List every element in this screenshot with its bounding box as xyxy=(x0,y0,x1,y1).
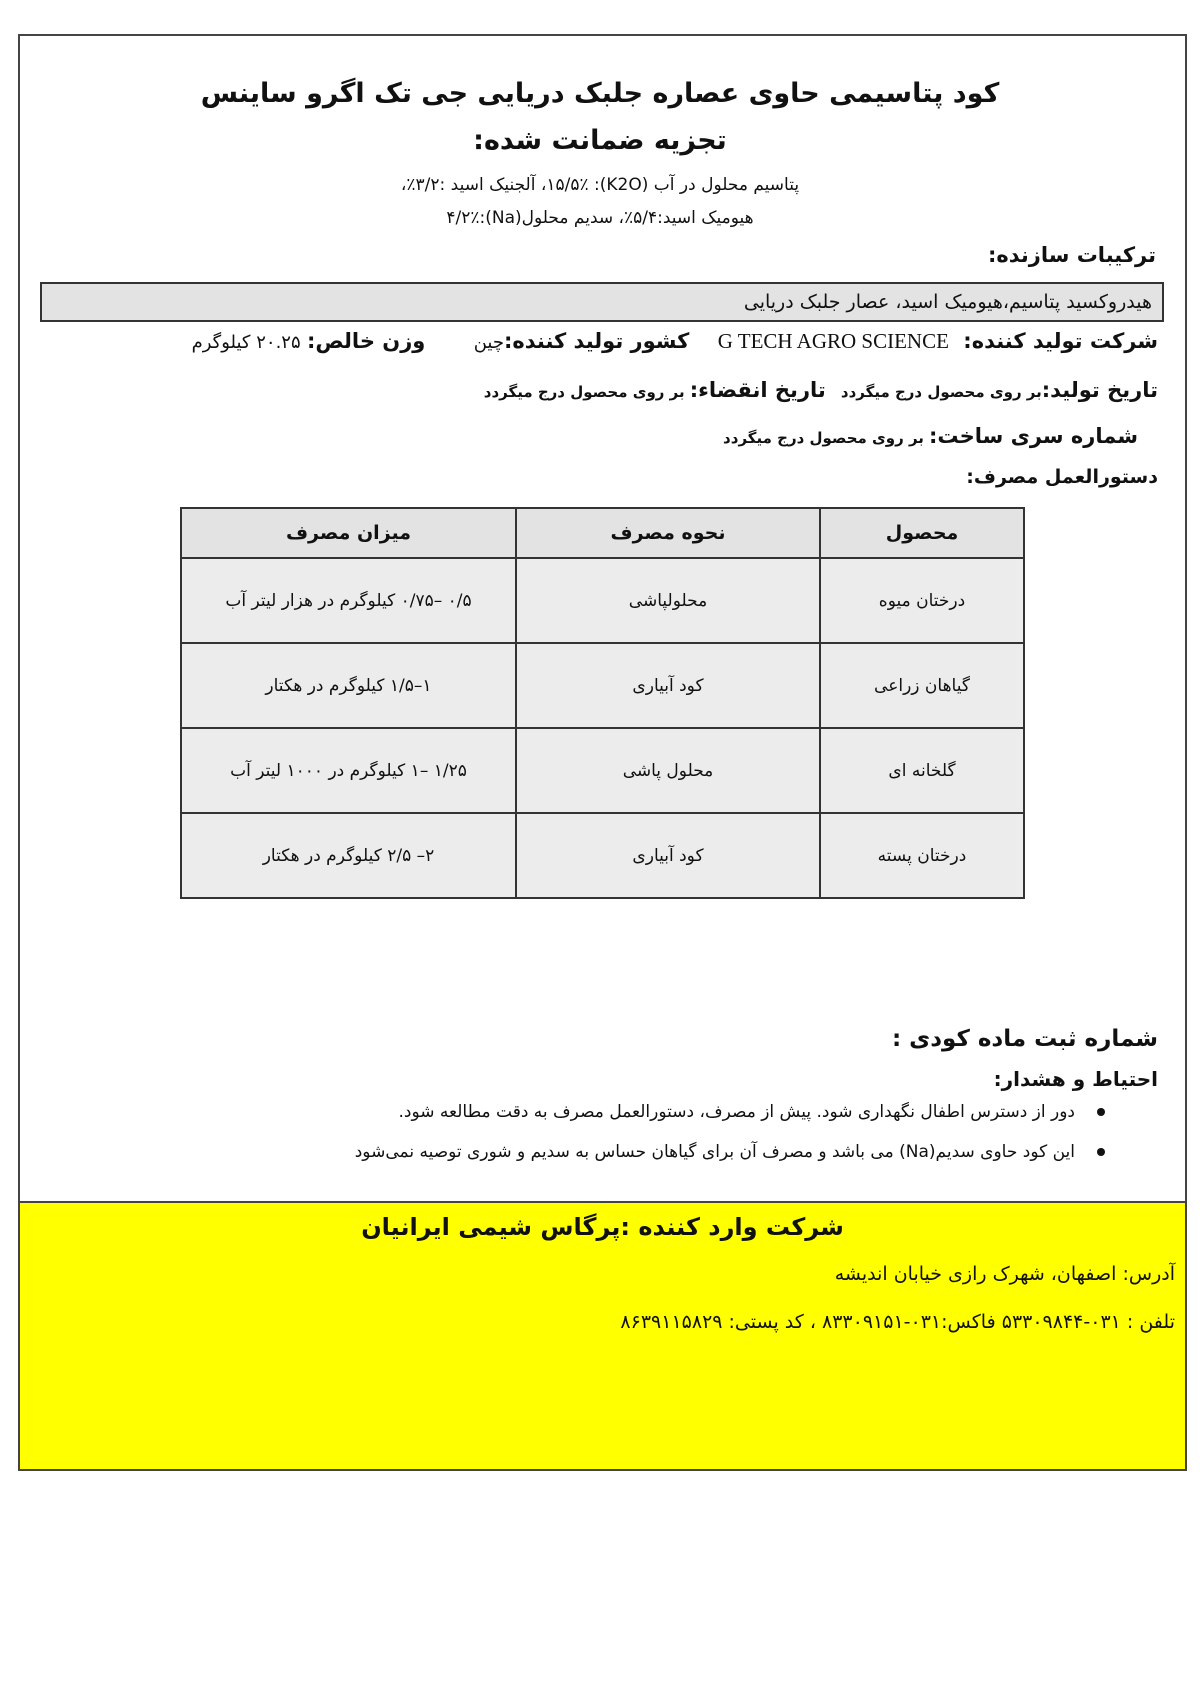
table-cell-dosage: ۲– ۲/۵ کیلوگرم در هکتار xyxy=(181,813,516,898)
table-cell-dosage: ۰/۵ –۰/۷۵ کیلوگرم در هزار لیتر آب xyxy=(181,558,516,643)
batch-number-value: بر روی محصول درج میگردد xyxy=(723,429,924,447)
net-weight-value: ۲۰.۲۵ کیلوگرم xyxy=(191,332,301,353)
dates-row xyxy=(484,378,1158,402)
manufacturer-value: G TECH AGRO SCIENCE xyxy=(717,329,949,353)
usage-instructions-label: دستورالعمل مصرف: xyxy=(966,466,1158,488)
importer-address: آدرس: اصفهان، شهرک رازی خیابان اندیشه xyxy=(834,1263,1175,1285)
warning-item xyxy=(398,1102,1105,1122)
production-date-label: تاریخ تولید: xyxy=(1041,378,1158,402)
manufacturer-label: شرکت تولید کننده: xyxy=(963,329,1158,353)
table-row xyxy=(181,643,1024,728)
analysis-line-1: پتاسیم محلول در آب (K2O): ۱۵/۵٪، آلجنیک اسید :۳/۲٪، xyxy=(400,175,800,195)
column-header-product: محصول xyxy=(820,508,1024,558)
bullet-icon xyxy=(1097,1148,1105,1156)
table-cell-dosage: ۱–۱/۵ کیلوگرم در هکتار xyxy=(181,643,516,728)
warning-text: دور از دسترس اطفال نگهداری شود. پیش از مصرف، دستورالعمل مصرف به دقت مطالعه شود. xyxy=(398,1102,1075,1122)
table-cell-method: محلول پاشی xyxy=(516,728,820,813)
product-title: کود پتاسیمی حاوی عصاره جلبک دریایی جی تک اگرو ساینس xyxy=(200,78,1000,109)
country-value: چین xyxy=(473,332,504,353)
registration-number-label: شماره ثبت ماده کودی : xyxy=(891,1026,1158,1052)
table-cell-method: کود آبیاری xyxy=(516,813,820,898)
table-cell-dosage: ۱/۲۵ –۱ کیلوگرم در ۱۰۰۰ لیتر آب xyxy=(181,728,516,813)
batch-number-label: شماره سری ساخت: xyxy=(929,424,1138,448)
usage-table xyxy=(180,507,1025,899)
expiry-date-label: تاریخ انقضاء: xyxy=(689,378,826,402)
table-row xyxy=(181,558,1024,643)
bullet-icon xyxy=(1097,1108,1105,1116)
analysis-line-2: هیومیک اسید:۵/۴٪، سدیم محلول(Na):۴/۲٪ xyxy=(446,208,754,228)
country-label: کشور تولید کننده: xyxy=(503,329,690,353)
warnings-label: احتیاط و هشدار: xyxy=(993,1067,1158,1091)
table-cell-method: محلولپاشی xyxy=(516,558,820,643)
column-header-dosage: میزان مصرف xyxy=(181,508,516,558)
table-cell-method: کود آبیاری xyxy=(516,643,820,728)
table-row xyxy=(181,813,1024,898)
expiry-date-value: بر روی محصول درج میگردد xyxy=(483,383,685,401)
manufacturer-row xyxy=(192,329,1158,354)
ingredients-value: هیدروکسید پتاسیم،هیومیک اسید، عصار جلبک دریایی xyxy=(743,291,1152,313)
importer-section xyxy=(18,1201,1187,1471)
warning-text: این کود حاوی سدیم(Na) می باشد و مصرف آن برای گیاهان حساس به سدیم و شوری توصیه نمی‌شود xyxy=(354,1142,1075,1162)
table-cell-product: درختان پسته xyxy=(820,813,1024,898)
column-header-method: نحوه مصرف xyxy=(516,508,820,558)
ingredients-label: ترکیبات سازنده: xyxy=(987,243,1156,267)
production-date-value: بر روی محصول درج میگردد xyxy=(840,383,1042,401)
guaranteed-analysis-heading: تجزیه ضمانت شده: xyxy=(473,125,727,156)
importer-contact: تلفن : ۰۳۱-۵۳۳۰۹۸۴۴ فاکس:۰۳۱-۸۳۳۰۹۱۵۱ ، کد پستی: ۸۶۳۹۱۱۵۸۲۹ xyxy=(620,1311,1175,1333)
importer-title: شرکت وارد کننده :پرگاس شیمی ایرانیان xyxy=(361,1213,844,1241)
table-cell-product: گلخانه ای xyxy=(820,728,1024,813)
warning-item xyxy=(355,1142,1105,1162)
table-header-row xyxy=(181,508,1024,558)
net-weight-label: وزن خالص: xyxy=(307,329,426,353)
table-row xyxy=(181,728,1024,813)
batch-row xyxy=(723,424,1138,448)
table-cell-product: درختان میوه xyxy=(820,558,1024,643)
ingredients-box xyxy=(40,282,1164,322)
table-cell-product: گیاهان زراعی xyxy=(820,643,1024,728)
